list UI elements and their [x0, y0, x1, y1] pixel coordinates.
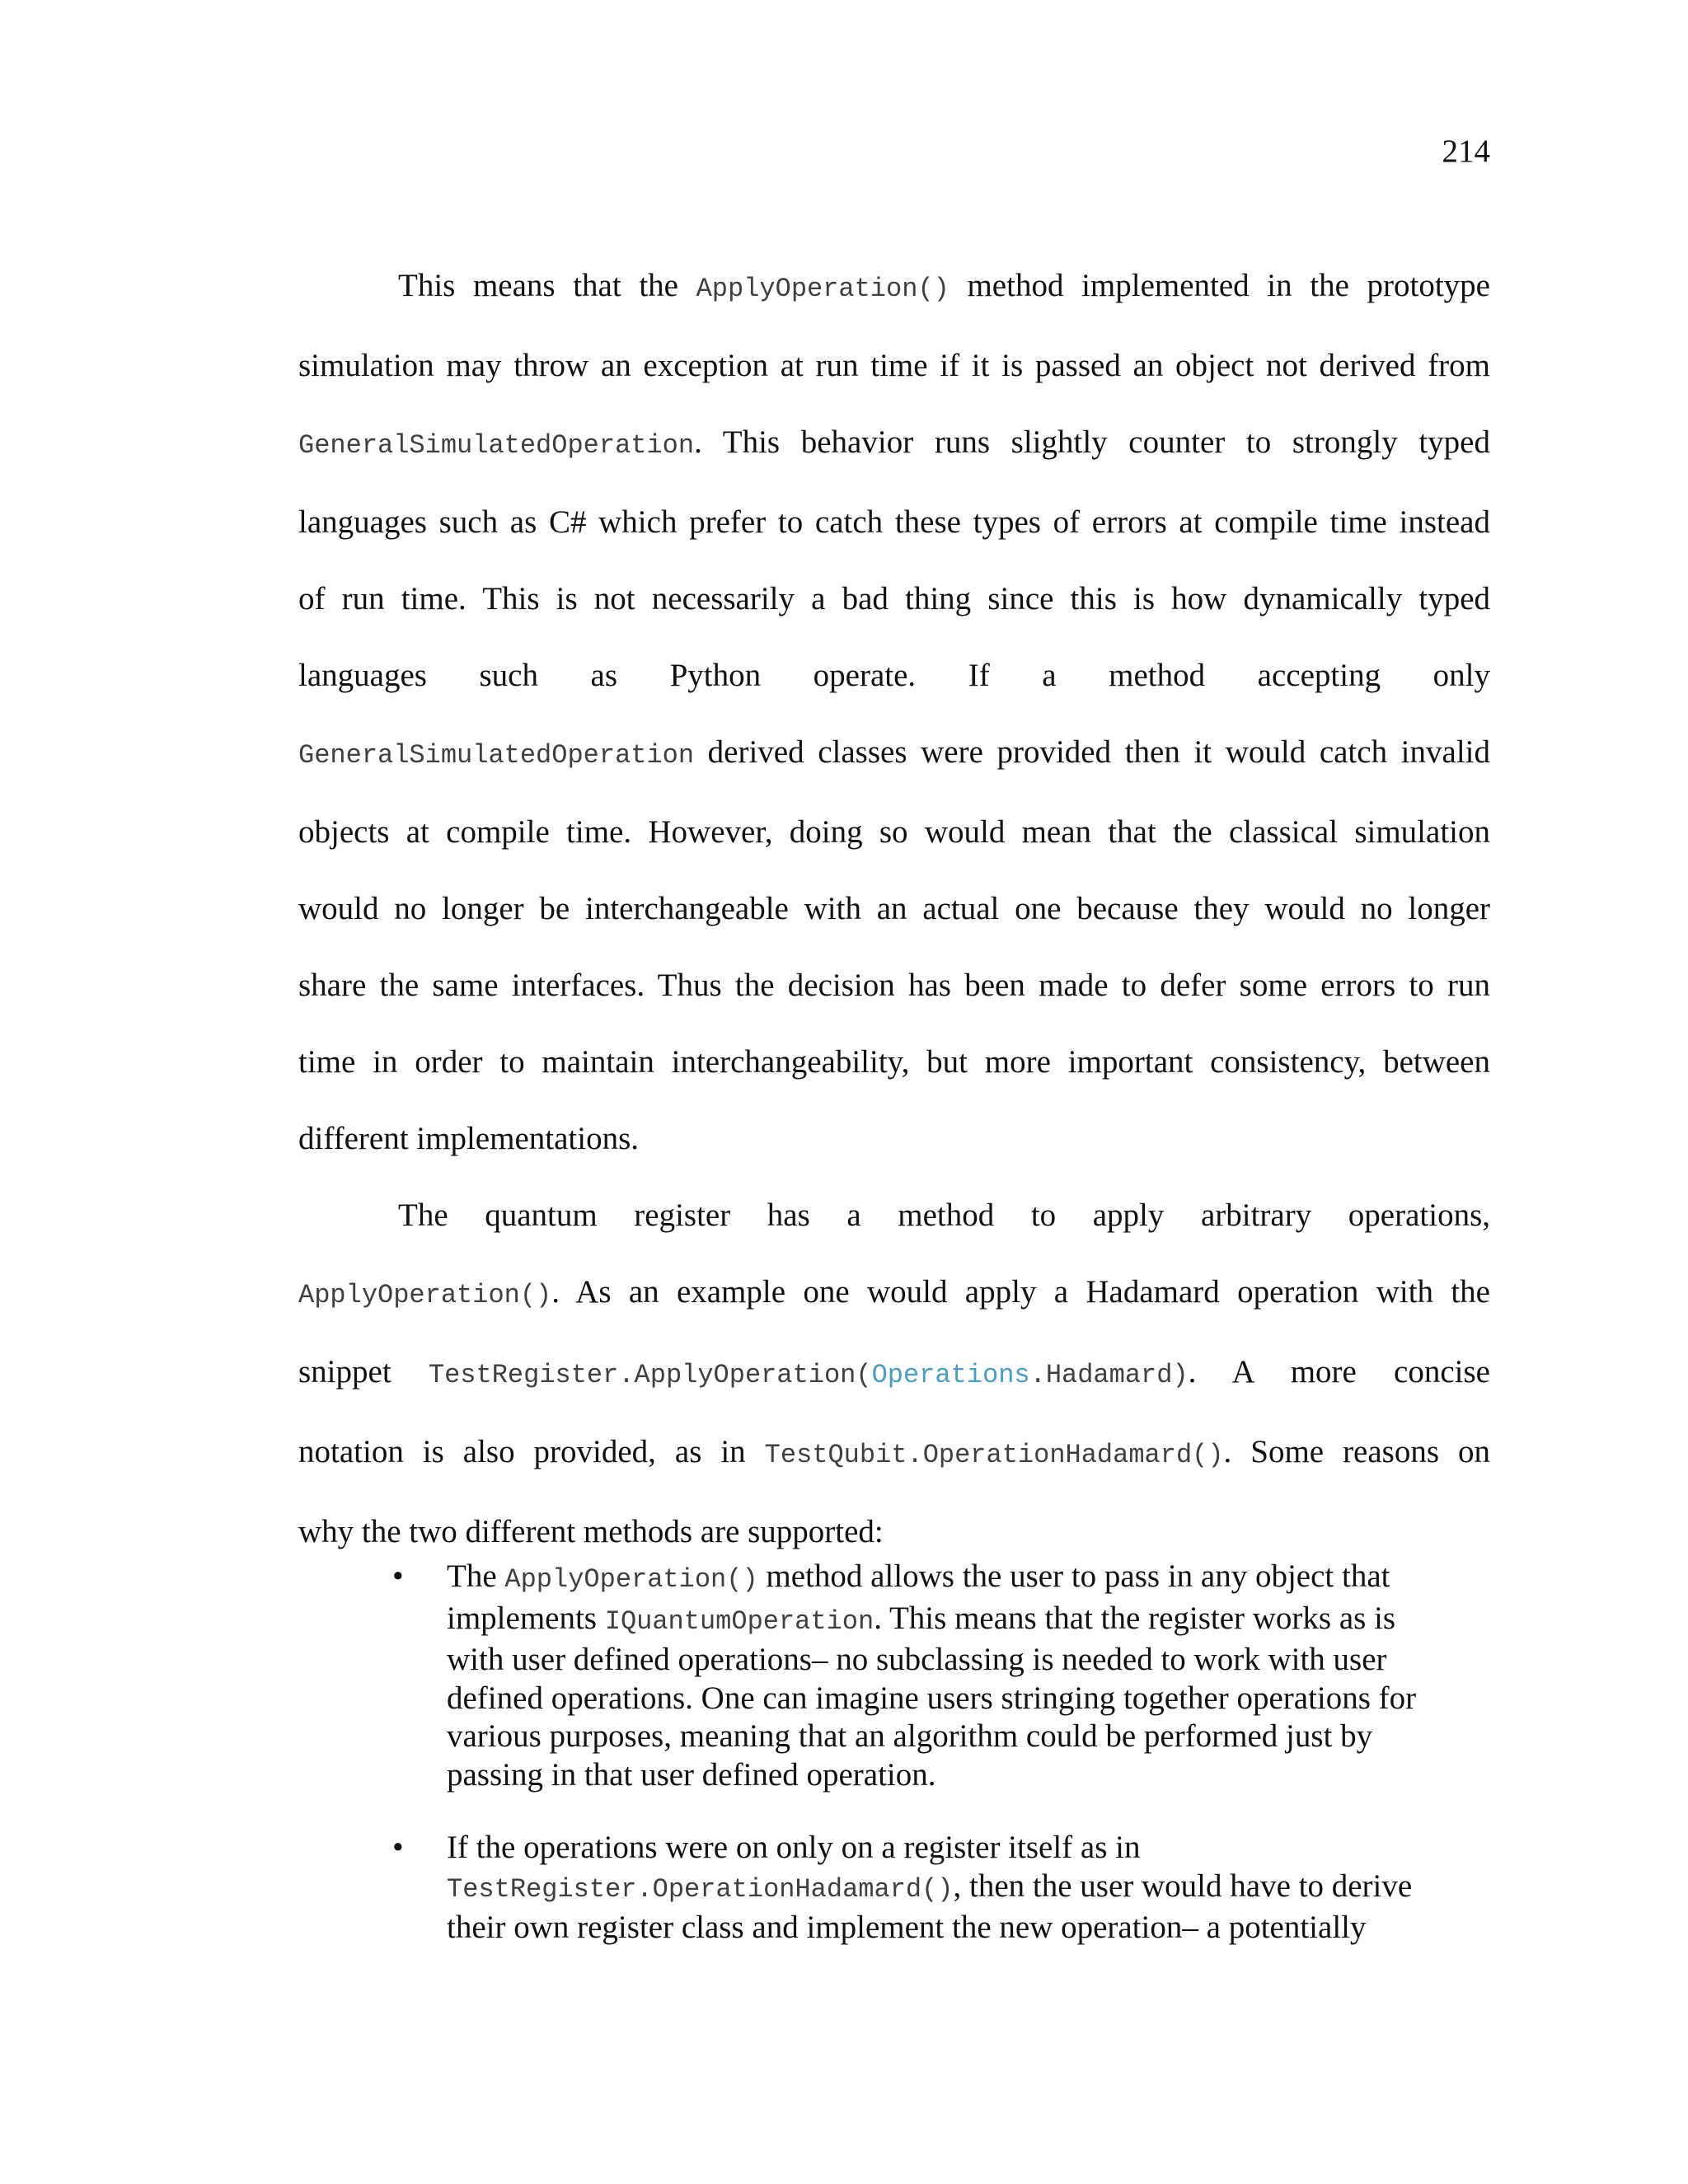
text-run: languages such as Python operate. If a method accepting only — [298, 658, 1490, 693]
inline-code: GeneralSimulatedOperation — [298, 430, 695, 461]
text-run: implements — [447, 1600, 605, 1636]
inline-code: TestRegister.OperationHadamard() — [447, 1873, 954, 1905]
text-run: objects at compile time. However, doing so would mean that the classical simulation — [298, 814, 1490, 850]
text-run: would no longer be interchangeable with an actual one because they would no longer — [298, 891, 1490, 926]
text-line — [298, 247, 1490, 327]
text-line — [298, 1100, 1490, 1177]
text-run: languages such as C# which prefer to catch these types of errors at compile time instead — [298, 504, 1490, 540]
bullet-line — [447, 1641, 1456, 1680]
text-line — [298, 484, 1490, 560]
text-run: share the same interfaces. Thus the decision has been made to defer some errors to run — [298, 968, 1490, 1003]
text-line — [298, 637, 1490, 714]
text-run: , then the user would have to derive — [953, 1868, 1413, 1904]
text-run: notation is also provided, as in — [298, 1434, 765, 1469]
text-run: simulation may throw an exception at run time if it is passed an object not derived from — [298, 348, 1490, 383]
text-line — [298, 947, 1490, 1024]
text-run: . As an example one would apply a Hadamard operation with the — [551, 1274, 1490, 1310]
text-run: different implementations. — [298, 1121, 640, 1156]
bullet-line — [447, 1558, 1456, 1600]
inline-code: ApplyOperation() — [298, 1280, 552, 1310]
text-run: derived classes were provided then it would catch invalid — [694, 734, 1490, 770]
bullet-line — [447, 1680, 1456, 1718]
bullet-line — [447, 1718, 1456, 1756]
text-run: . This behavior runs slightly counter to strongly typed — [694, 424, 1490, 460]
text-run: time in order to maintain interchangeability, but more important consistency, between — [298, 1044, 1490, 1080]
reasons-bullet-list — [392, 1558, 1456, 1982]
text-line — [298, 1024, 1490, 1100]
text-line — [298, 794, 1490, 870]
text-line — [298, 1177, 1490, 1254]
inline-code: TestRegister.ApplyOperation( — [428, 1360, 872, 1390]
bullet-line — [447, 1756, 1456, 1795]
bullet-item — [392, 1829, 1456, 1947]
text-line — [298, 714, 1490, 794]
bullet-dot-icon: • — [392, 1558, 404, 1594]
text-run: why the two different methods are supported: — [298, 1514, 884, 1549]
page-number: 214 — [1442, 134, 1490, 169]
text-run: their own register class and implement the new operation– a potentially — [447, 1910, 1367, 1945]
bullet-dot-icon: • — [392, 1830, 404, 1865]
text-line — [298, 1254, 1490, 1333]
text-run: . This means that the register works as is — [874, 1600, 1396, 1636]
text-run: of run time. This is not necessarily a bad thing since this is how dynamically typed — [298, 581, 1490, 616]
paragraph-apply-operation-errors — [298, 247, 1490, 1177]
bullet-line — [447, 1600, 1456, 1642]
bullet-line — [447, 1868, 1456, 1910]
text-run: The quantum register has a method to apply arbitrary operations, — [398, 1197, 1490, 1233]
text-line — [298, 404, 1490, 484]
text-line — [298, 1333, 1490, 1413]
bullet-line — [447, 1909, 1456, 1947]
bullet-item — [392, 1558, 1456, 1794]
inline-code: .Hadamard) — [1029, 1360, 1189, 1390]
text-line — [298, 560, 1490, 637]
text-run: snippet — [298, 1354, 429, 1390]
text-run: various purposes, meaning that an algorithm could be performed just by — [447, 1718, 1373, 1754]
text-line — [298, 870, 1490, 947]
text-run: . Some reasons on — [1223, 1434, 1490, 1469]
text-run: with user defined operations– no subclassing is needed to work with user — [447, 1642, 1387, 1677]
bullet-line — [447, 1829, 1456, 1868]
text-run: . A more concise — [1188, 1354, 1490, 1390]
text-run: This means that the — [398, 268, 696, 303]
inline-code: GeneralSimulatedOperation — [298, 740, 695, 771]
text-run: The — [447, 1558, 505, 1594]
body-text — [298, 247, 1490, 1570]
paragraph-quantum-register-methods — [298, 1177, 1490, 1570]
text-line — [298, 1413, 1490, 1493]
inline-code: TestQubit.OperationHadamard() — [764, 1440, 1224, 1470]
text-run: passing in that user defined operation. — [447, 1756, 936, 1793]
text-run: If the operations were on only on a register itself as in — [447, 1830, 1141, 1865]
inline-code-type: Operations — [871, 1360, 1030, 1390]
inline-code: IQuantumOperation — [604, 1605, 874, 1637]
text-run: defined operations. One can imagine users stringing together operations for — [447, 1680, 1417, 1716]
inline-code: ApplyOperation() — [696, 274, 950, 304]
text-run: method allows the user to pass in any object that — [757, 1558, 1390, 1594]
text-line — [298, 327, 1490, 404]
inline-code: ApplyOperation() — [504, 1564, 758, 1595]
text-run: method implemented in the prototype — [949, 268, 1490, 303]
